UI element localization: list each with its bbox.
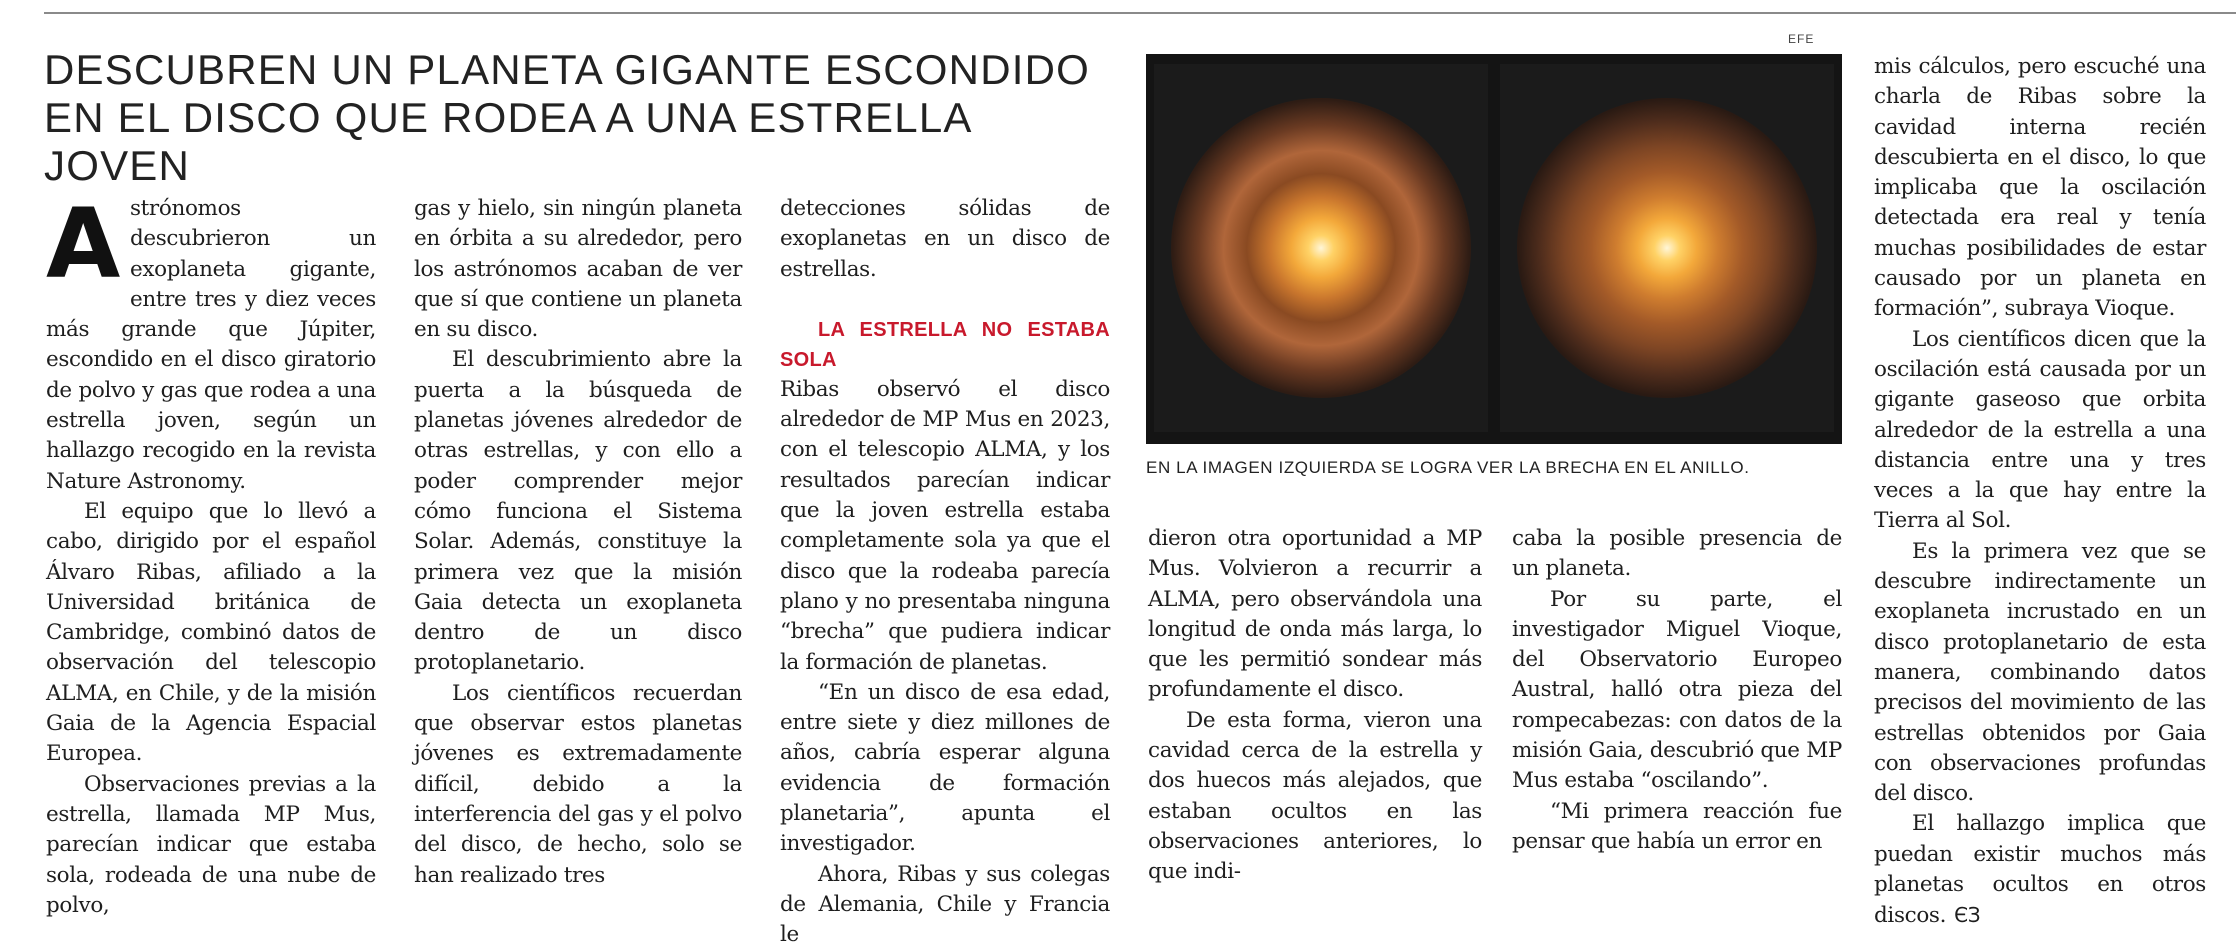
- lead-paragraph: [46, 188, 376, 497]
- paragraph: Ribas observó el disco alrededor de MP Mus en 2023, con el telescopio ALMA, y los resultados parecían indicar que la joven estrella estaba completamente sola ya que el disco que la rodeaba parecía plano y no presentaba ninguna “brecha” que pudiera indicar la formación de planetas.: [780, 376, 1110, 675]
- column-3: [780, 194, 1110, 951]
- paragraph: caba la posible presencia de un planeta.: [1512, 526, 1842, 582]
- column-5: [1512, 524, 1842, 857]
- paragraph: Ahora, Ribas y sus colegas de Alemania, Chile y Francia le: [780, 861, 1110, 948]
- paragraph: Los científicos recuerdan que observar estos planetas jóvenes es extremadamente difícil, debido a la interferencia del gas y el polvo del disco, de hecho, solo se han realizado tres: [414, 680, 742, 888]
- column-2: [414, 194, 742, 891]
- paragraph: dieron otra oportunidad a MP Mus. Volvieron a recurrir a ALMA, pero observándola una longitud de onda más larga, lo que les permitió sondear más profundamente el disco.: [1148, 526, 1482, 703]
- paragraph: “En un disco de esa edad, entre siete y diez millones de años, cabría esperar alguna evidencia de formación planetaria”, apunta el investigador.: [780, 679, 1110, 857]
- paragraph: Es la primera vez que se descubre indirectamente un exoplaneta incrustado en un disco protoplanetario de esta manera, combinando datos precisos del movimiento de las estrellas obtenidos por Gaia con observaciones profundas del disco.: [1874, 538, 2206, 807]
- star-disk-glow: [1517, 98, 1817, 398]
- paragraph: El equipo que lo llevó a cabo, dirigido por el español Álvaro Ribas, afiliado a la Universidad británica de Cambridge, combinó datos de observación del telescopio ALMA, en Chile, y de la misión Gaia de la Agencia Espacial Europea.: [46, 498, 376, 767]
- spacer: [780, 285, 1110, 315]
- subhead: LA ESTRELLA NO ESTABA SOLA: [780, 318, 1110, 371]
- paragraph: gas y hielo, sin ningún planeta en órbita a su alrededor, pero los astrónomos acaban de ver que sí que contiene un planeta en su disco.: [414, 196, 742, 343]
- paragraph: Los científicos dicen que la oscilación está causada por un gigante gaseoso que orbita alrededor de la estrella a una distancia entre una y tres veces a la que hay entre la Tierra al Sol.: [1874, 326, 2206, 534]
- end-mark-icon: ЄЗ: [1954, 903, 1981, 928]
- final-paragraph: [1874, 809, 2206, 931]
- photo: [1146, 54, 1842, 444]
- photo-credit: EFE: [1788, 32, 1815, 46]
- column-1: [46, 188, 376, 921]
- drop-cap: A: [46, 188, 120, 300]
- top-rule: [44, 12, 2236, 14]
- paragraph: Observaciones previas a la estrella, llamada MP Mus, parecían indicar que estaba sola, rodeada de una nube de polvo,: [46, 771, 376, 918]
- photo-caption: EN LA IMAGEN IZQUIERDA SE LOGRA VER LA BRECHA EN EL ANILLO.: [1146, 458, 1750, 477]
- paragraph: detecciones sólidas de exoplanetas en un disco de estrellas.: [780, 196, 1110, 282]
- paragraph: Por su parte, el investigador Miguel Vioque, del Observatorio Europeo Austral, halló otra pieza del rompecabezas: con datos de la misión Gaia, descubrió que MP Mus estaba “oscilando”.: [1512, 586, 1842, 794]
- paragraph: “Mi primera reacción fue pensar que había un error en: [1512, 798, 1842, 854]
- column-6: [1874, 52, 2206, 932]
- paragraph: El descubrimiento abre la puerta a la búsqueda de planetas jóvenes alrededor de otras estrellas, y con ello a poder comprender mejor cómo funciona el Sistema Solar. Además, constituye la primera vez que la misión Gaia detecta un exoplaneta dentro de un disco protoplanetario.: [414, 347, 742, 676]
- paragraph: De esta forma, vieron una cavidad cerca de la estrella y dos huecos más alejados, que estaban ocultos en las observaciones anteriores, lo que indi-: [1148, 707, 1482, 885]
- column-4: [1148, 524, 1482, 888]
- right-disk-image: [1500, 64, 1834, 432]
- headline: DESCUBREN UN PLANETA GIGANTE ESCONDIDO EN EL DISCO QUE RODEA A UNA ESTRELLA JOVEN: [44, 46, 1090, 189]
- lead-text: strónomos descubrieron un exoplaneta gigante, entre tres y diez veces más grande que Júpiter, escondido en el disco giratorio de polvo y gas que rodea a una estrella joven, según un hallazgo recogido en la revista Nature Astronomy.: [46, 196, 376, 494]
- final-text: El hallazgo implica que puedan existir muchos más planetas ocultos en otros discos.: [1874, 811, 2206, 929]
- star-disk-glow: [1171, 98, 1471, 398]
- left-disk-image: [1154, 64, 1488, 432]
- paragraph: mis cálculos, pero escuché una charla de Ribas sobre la cavidad interna recién descubierta en el disco, lo que implicaba que la oscilación detectada era real y tenía muchas posibilidades de estar causado por un planeta en formación”, subraya Vioque.: [1874, 54, 2206, 322]
